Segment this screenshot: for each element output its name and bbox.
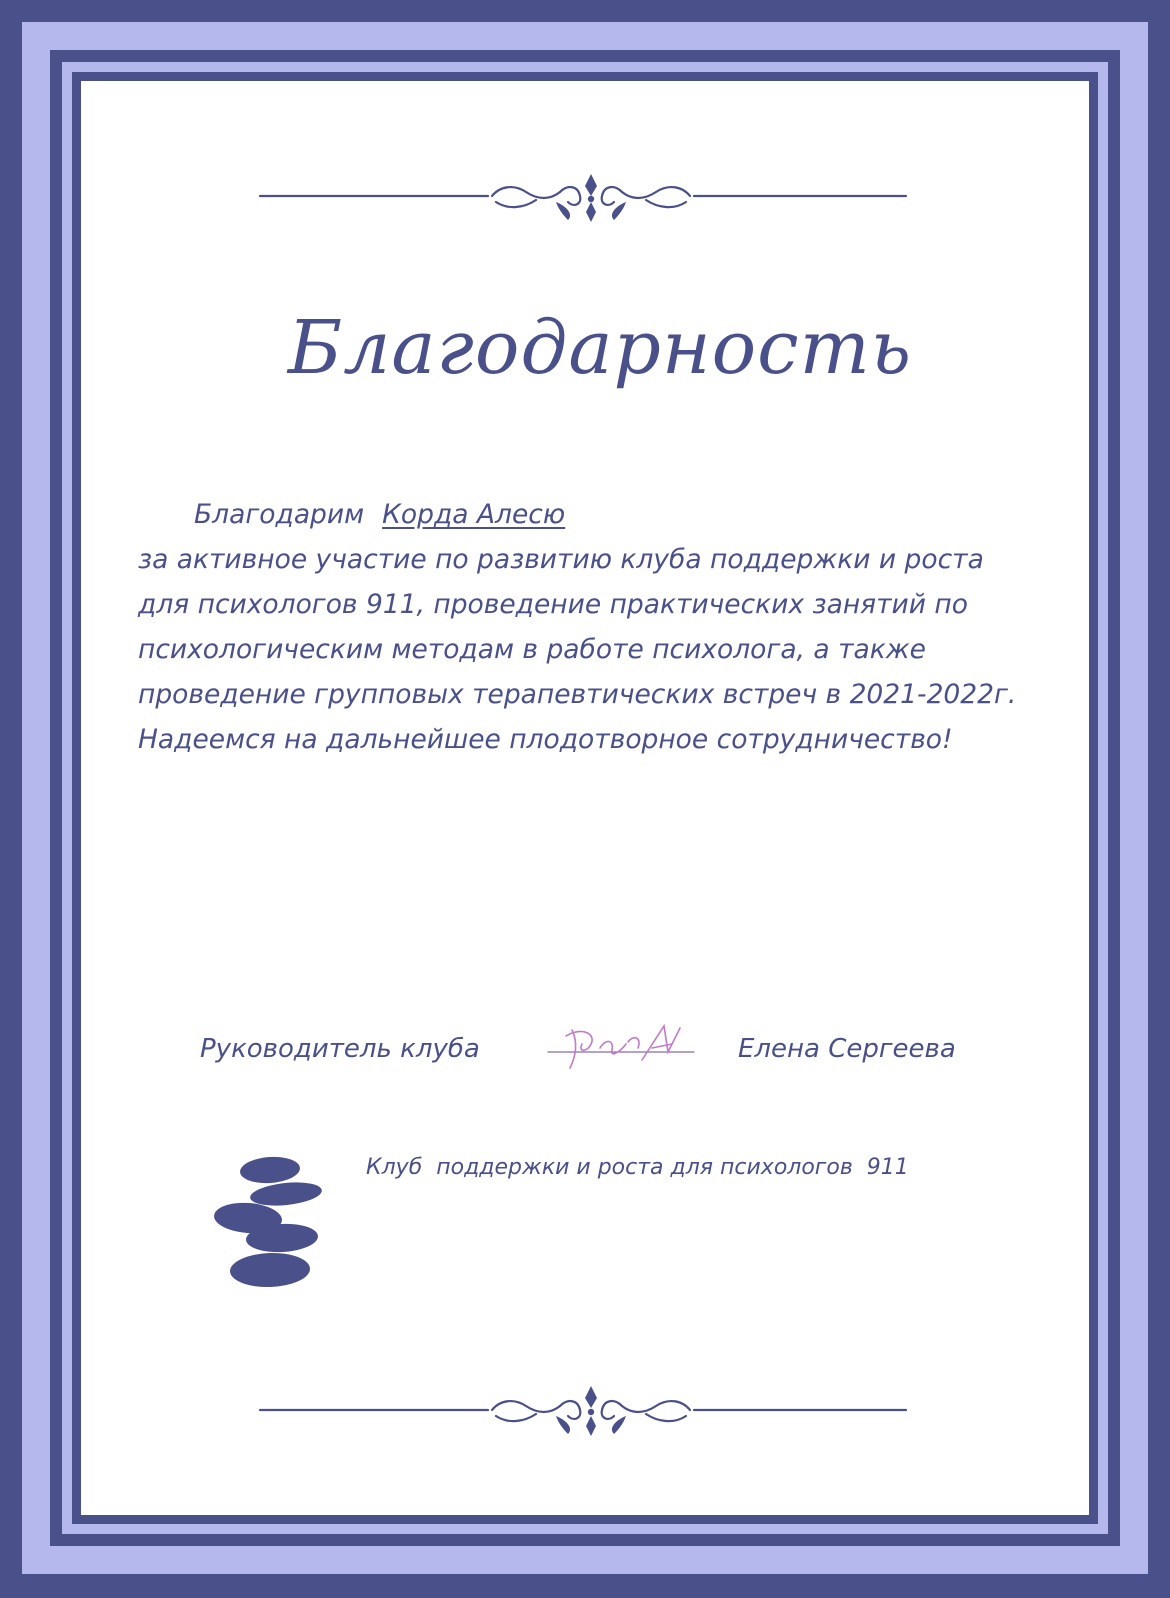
ornament-divider-icon — [256, 172, 926, 242]
signature-row — [200, 1028, 980, 1078]
handwritten-signature — [542, 1012, 702, 1082]
certificate-body — [138, 492, 1078, 762]
certificate-paper — [78, 78, 1092, 1518]
body-line: за активное участие по развитию клуба поддержки и роста — [138, 544, 984, 575]
signature-role: Руководитель клуба — [200, 1034, 480, 1064]
greeting-word: Благодарим — [194, 499, 365, 530]
stacked-stones-logo-icon — [212, 1150, 332, 1300]
greeting-line — [138, 492, 1078, 537]
body-line: для психологов 911, проведение практических занятий по — [138, 589, 968, 620]
recipient-name: Корда Алесю — [382, 499, 566, 530]
certificate-title: Благодарность — [287, 305, 913, 391]
body-line: проведение групповых терапевтических встреч в 2021-2022г. — [138, 679, 1017, 710]
signature-name: Елена Сергеева — [738, 1034, 956, 1064]
club-name: Клуб поддержки и роста для психологов 911 — [366, 1155, 909, 1180]
ornament-divider-icon — [256, 1384, 926, 1454]
body-line: психологическим методам в работе психолога, а также — [138, 634, 926, 665]
body-line: Надеемся на дальнейшее плодотворное сотрудничество! — [138, 724, 953, 755]
